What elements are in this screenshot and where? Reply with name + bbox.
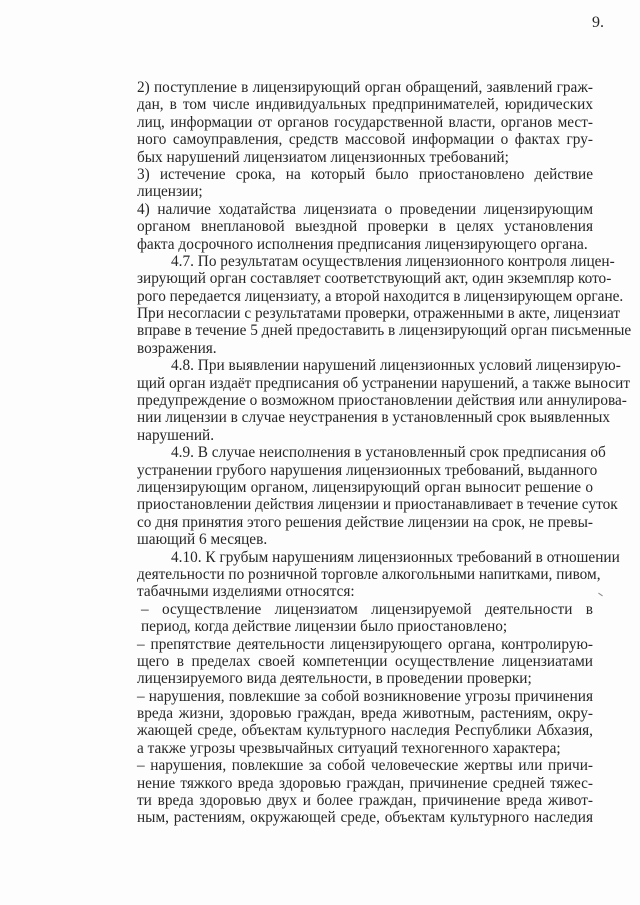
document-body bbox=[137, 79, 632, 827]
text-line: лиц, информации от органов государственной власти, органов мест- bbox=[137, 113, 593, 131]
text-line: нии лицензии в случае неустранения в установленный срок выявленных bbox=[137, 409, 611, 427]
text-line: – нарушения, повлекшие за собой человеческие жертвы или причи- bbox=[137, 757, 593, 775]
text-line: ти вреда здоровью двух и более граждан, причинение вреда живот- bbox=[137, 792, 593, 810]
text-line: щего в пределах своей компетенции осуществление лицензиатами bbox=[137, 652, 593, 670]
text-line: предупреждение о возможном приостановлении действия или аннулирова- bbox=[137, 392, 627, 410]
text-line: – осуществление лицензиатом лицензируемой деятельности в bbox=[141, 600, 593, 618]
text-line: органом внеплановой выездной проверки в целях установления bbox=[137, 218, 593, 236]
text-line: вправе в течение 5 дней предоставить в лицензирующий орган письменные bbox=[137, 322, 632, 340]
page-number: 9. bbox=[592, 14, 604, 31]
text-line: период, когда действие лицензии было приостановлено; bbox=[141, 618, 508, 636]
text-line: нение тяжкого вреда здоровью граждан, причинение средней тяжес- bbox=[137, 774, 593, 792]
text-line: шающий 6 месяцев. bbox=[137, 531, 268, 549]
text-line: щий орган издаёт предписания об устранении нарушений, а также выносит bbox=[137, 374, 631, 392]
text-line: 4.10. К грубым нарушениям лицензионных требований в отношении bbox=[171, 548, 620, 566]
text-line: бых нарушений лицензиатом лицензионных требований; bbox=[137, 148, 509, 166]
text-line: ным, растениям, окружающей среде, объектам культурного наследия bbox=[137, 809, 593, 827]
text-line: зирующий орган составляет соответствующий акт, один экземпляр кото- bbox=[137, 270, 612, 288]
text-line: ного самоуправления, средств массовой информации о фактах гру- bbox=[137, 131, 593, 149]
text-line: деятельности по розничной торговле алкогольными напитками, пивом, bbox=[137, 565, 601, 583]
text-line: устранении грубого нарушения лицензионных требований, выданного bbox=[137, 461, 598, 479]
text-line: возражения. bbox=[137, 339, 217, 357]
text-line: – нарушения, повлекшие за собой возникновение угрозы причинения bbox=[137, 687, 593, 705]
text-line: 4) наличие ходатайства лицензиата о проведении лицензирующим bbox=[137, 200, 593, 218]
text-line: лицензируемого вида деятельности, в проведении проверки; bbox=[137, 670, 532, 688]
text-line: 4.9. В случае неисполнения в установленный срок предписания об bbox=[171, 444, 606, 462]
text-line: 3) истечение срока, на который было приостановлено действие bbox=[137, 165, 593, 183]
text-line: При несогласии с результатами проверки, отраженными в акте, лицензиат bbox=[137, 305, 621, 323]
text-line: рого передается лицензиату, а второй находится в лицензирующем органе. bbox=[137, 287, 624, 305]
text-line: нарушений. bbox=[137, 426, 215, 444]
text-line: жающей среде, объектам культурного наследия Республики Абхазия, bbox=[137, 722, 593, 740]
text-line: – препятствие деятельности лицензирующего органа, контролирую- bbox=[137, 635, 593, 653]
text-line: приостановлении действия лицензии и приостанавливает в течение суток bbox=[137, 496, 618, 514]
text-line: 2) поступление в лицензирующий орган обращений, заявлений граж- bbox=[137, 79, 593, 96]
text-line: вреда жизни, здоровью граждан, вреда животным, растениям, окру- bbox=[137, 705, 593, 723]
text-line: лицензии; bbox=[137, 183, 203, 201]
text-line: а также угрозы чрезвычайных ситуаций техногенного характера; bbox=[137, 739, 561, 757]
text-line: факта досрочного исполнения предписания лицензирующего органа. bbox=[137, 235, 588, 253]
text-line: дан, в том числе индивидуальных предпринимателей, юридических bbox=[137, 96, 593, 114]
text-line: табачными изделиями относятся: bbox=[137, 583, 355, 601]
text-line: 4.7. По результатам осуществления лицензионного контроля лицен- bbox=[171, 252, 615, 270]
scan-speck bbox=[598, 593, 603, 597]
text-line: 4.8. При выявлении нарушений лицензионных условий лицензирую- bbox=[171, 357, 621, 375]
text-line: со дня принятия этого решения действие лицензии на срок, не превы- bbox=[137, 513, 593, 531]
text-line: лицензирующим органом, лицензирующий орган выносит решение о bbox=[137, 478, 593, 496]
